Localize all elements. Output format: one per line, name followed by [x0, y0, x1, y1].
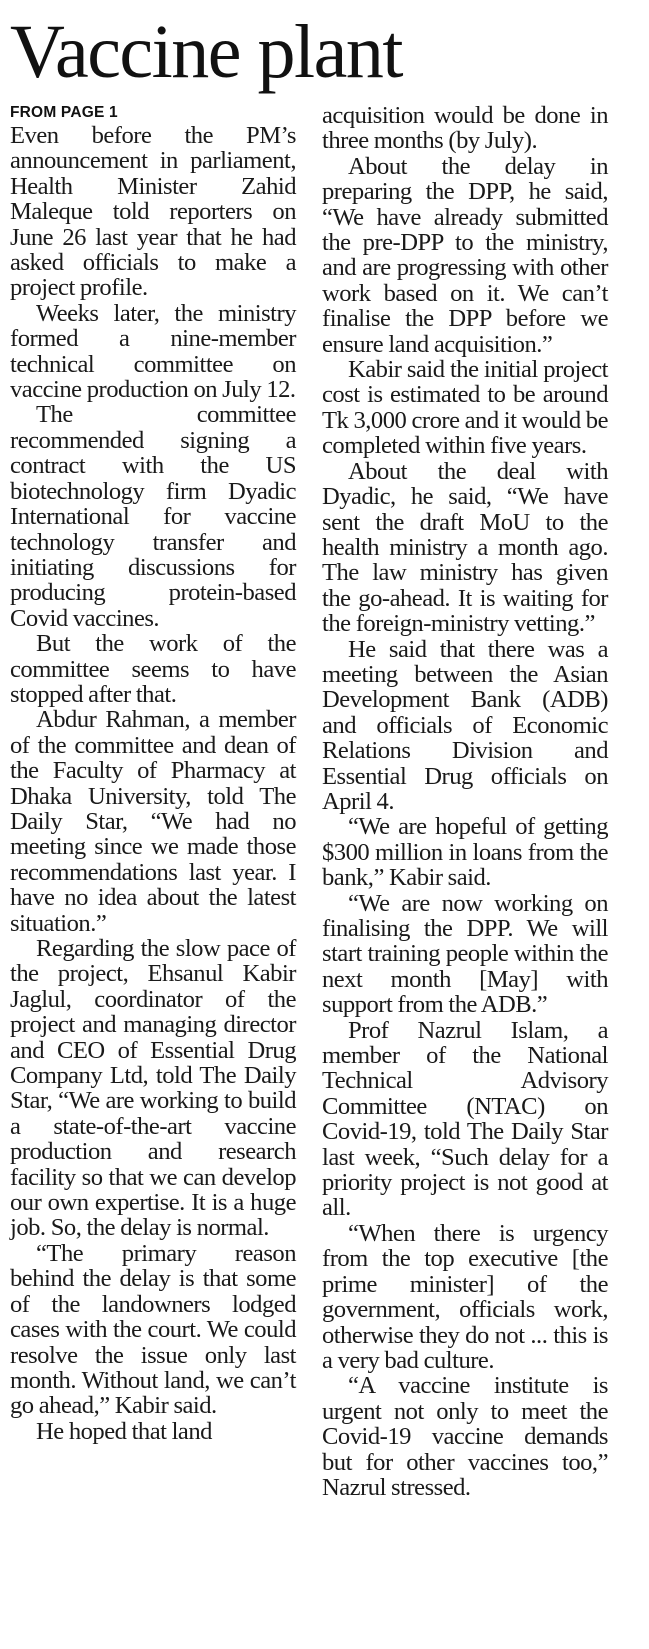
paragraph: Weeks later, the ministry formed a nine-member technical committee on vaccine production on July 12. [10, 299, 296, 404]
paragraph: Even before the PM’s announcement in parliament, Health Minister Zahid Maleque told reporters on June 26 last year that he had asked officials to make a project profile. [10, 122, 296, 302]
continued-from-kicker: FROM PAGE 1 [10, 104, 118, 121]
paragraph: Kabir said the initial project cost is estimated to be around Tk 3,000 crore and it would be completed within five years. [322, 356, 608, 460]
paragraph: The committee recommended signing a contract with the US biotechnology firm Dyadic International for vaccine technology transfer and initiating discussions for producing protein-based Covid vaccines. [10, 401, 296, 632]
paragraph: acquisition would be done in three months (by July). [322, 102, 608, 155]
paragraph: But the work of the committee seems to have stopped after that. [10, 630, 296, 708]
paragraph: He hoped that land [36, 1417, 212, 1445]
paragraph: He said that there was a meeting between the Asian Development Bank (ADB) and officials of Economic Relations Division and Essential Drug officials on April 4. [322, 635, 608, 815]
right-column [322, 103, 608, 1500]
paragraph: About the deal with Dyadic, he said, “We have sent the draft MoU to the health ministry a month ago. The law ministry has given the go-ahead. It is waiting for the foreign-ministry vetting.” [322, 457, 608, 638]
paragraph: “When there is urgency from the top executive [the prime minister] of the government, officials work, otherwise they do not ... this is a very bad culture. [322, 1219, 608, 1374]
paragraph: “We are hopeful of getting $300 million in loans from the bank,” Kabir said. [322, 813, 608, 892]
left-column [10, 103, 296, 1500]
paragraph: “We are now working on finalising the DPP. We will start training people within the next month [May] with support from the ADB.” [322, 889, 608, 1019]
paragraph: Prof Nazrul Islam, a member of the National Technical Advisory Committee (NTAC) on Covid-19, told The Daily Star last week, “Such delay for a priority project is not good at all. [322, 1016, 608, 1222]
paragraph: About the delay in preparing the DPP, he said, “We have already submitted the pre-DPP to the ministry, and are progressing with other work based on it. We can’t finalise the DPP before we ensure land acquisition.” [322, 152, 608, 358]
headline: Vaccine plant [10, 10, 402, 94]
article-body [10, 103, 608, 1500]
paragraph: “A vaccine institute is urgent not only to meet the Covid-19 vaccine demands but for other vaccines too,” Nazrul stressed. [322, 1372, 608, 1501]
paragraph: Abdur Rahman, a member of the committee and dean of the Faculty of Pharmacy at Dhaka University, told The Daily Star, “We had no meeting since we made those recommendations last year. I have no idea about the latest situation.” [10, 706, 296, 937]
paragraph: Regarding the slow pace of the project, Ehsanul Kabir Jaglul, coordinator of the project and managing director and CEO of Essential Drug Company Ltd, told The Daily Star, “We are working to build a state-of-the-art vaccine production and research facility so that we can develop our own expertise. It is a huge job. So, the delay is normal. [10, 935, 296, 1242]
paragraph: “The primary reason behind the delay is that some of the landowners lodged cases with the court. We could resolve the issue only last month. Without land, we can’t go ahead,” Kabir said. [10, 1239, 296, 1420]
